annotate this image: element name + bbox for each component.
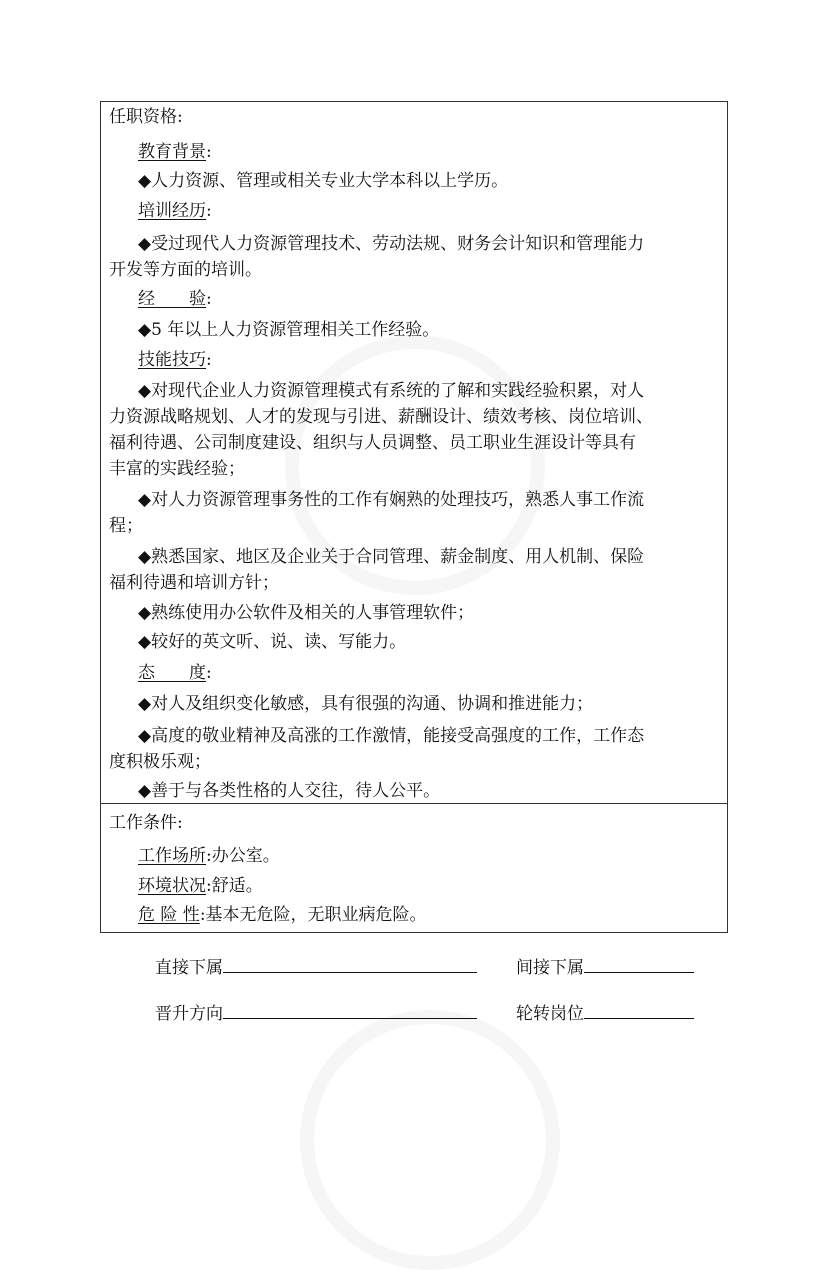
skills-item: ◆对人力资源管理事务性的工作有娴熟的处理技巧，熟悉人事工作流 — [138, 490, 645, 510]
promotion-field[interactable] — [223, 1000, 477, 1019]
attitude-item: ◆善于与各类性格的人交往，待人公平。 — [138, 781, 441, 801]
indirect-subordinate-label: 间接下属 — [516, 958, 584, 978]
conditions-section — [100, 803, 728, 933]
skills-item: ◆熟悉国家、地区及企业关于合同管理、薪金制度、用人机制、保险 — [138, 547, 645, 567]
skills-heading — [138, 348, 212, 372]
training-item-cont: 开发等方面的培训。 — [109, 260, 262, 280]
direct-subordinate-label: 直接下属 — [155, 958, 223, 978]
promotion-label: 晋升方向 — [155, 1004, 223, 1024]
attitude-item: ◆高度的敬业精神及高涨的工作激情，能接受高强度的工作，工作态 — [138, 726, 645, 746]
environment-label: 环境状况 — [138, 876, 206, 896]
attitude-label: 态 度 — [138, 663, 206, 683]
promotion-row — [155, 1000, 477, 1026]
attitude-heading — [138, 661, 212, 685]
experience-item: ◆5 年以上人力资源管理相关工作经验。 — [138, 320, 440, 340]
workplace-label: 工作场所 — [138, 846, 206, 866]
training-heading — [138, 199, 212, 223]
heading-colon: : — [206, 663, 212, 683]
environment-row — [138, 874, 263, 898]
skills-item: ◆较好的英文听、说、读、写能力。 — [138, 632, 407, 652]
heading-colon: : — [206, 201, 212, 221]
education-label: 教育背景 — [138, 142, 206, 162]
experience-heading — [138, 287, 212, 311]
skills-item-cont: 福利待遇和培训方针； — [109, 573, 279, 593]
indirect-subordinate-row — [516, 954, 694, 980]
skills-item-cont: 福利待遇、公司制度建设、组织与人员调整、员工职业生涯设计等具有 — [109, 433, 636, 453]
heading-colon: : — [206, 142, 212, 162]
rotation-label: 轮转岗位 — [516, 1004, 584, 1024]
training-label: 培训经历 — [138, 201, 206, 221]
skills-item: ◆对现代企业人力资源管理模式有系统的了解和实践经验积累，对人 — [138, 381, 645, 401]
attitude-item: ◆对人及组织变化敏感，具有很强的沟通、协调和推进能力； — [138, 694, 594, 714]
workplace-value: :办公室。 — [206, 846, 280, 866]
attitude-item-cont: 度积极乐观； — [109, 752, 211, 772]
direct-subordinate-field[interactable] — [223, 954, 477, 973]
rotation-row — [516, 1000, 694, 1026]
education-item: ◆人力资源、管理或相关专业大学本科以上学历。 — [138, 171, 509, 191]
skills-label: 技能技巧 — [138, 350, 206, 370]
skills-item: ◆熟练使用办公软件及相关的人事管理软件； — [138, 603, 475, 623]
education-heading — [138, 140, 212, 164]
experience-label: 经 验 — [138, 289, 206, 309]
workplace-row — [138, 844, 280, 868]
qualifications-section — [100, 101, 728, 804]
hazard-row — [138, 903, 427, 927]
section-title: 任职资格: — [109, 107, 183, 127]
environment-value: :舒适。 — [206, 876, 263, 896]
section-title: 工作条件: — [109, 813, 183, 833]
skills-item-cont: 程； — [109, 516, 143, 536]
hazard-value: :基本无危险，无职业病危险。 — [199, 905, 427, 925]
watermark-seal — [300, 1010, 560, 1270]
indirect-subordinate-field[interactable] — [584, 954, 694, 973]
direct-subordinate-row — [155, 954, 477, 980]
training-item: ◆受过现代人力资源管理技术、劳动法规、财务会计知识和管理能力 — [138, 234, 645, 254]
skills-item-cont: 力资源战略规划、人才的发现与引进、薪酬设计、绩效考核、岗位培训、 — [109, 407, 653, 427]
skills-item-cont: 丰富的实践经验； — [109, 459, 245, 479]
heading-colon: : — [206, 289, 212, 309]
rotation-field[interactable] — [584, 1000, 694, 1019]
hazard-label: 危 险 性 — [138, 905, 200, 925]
heading-colon: : — [206, 350, 212, 370]
